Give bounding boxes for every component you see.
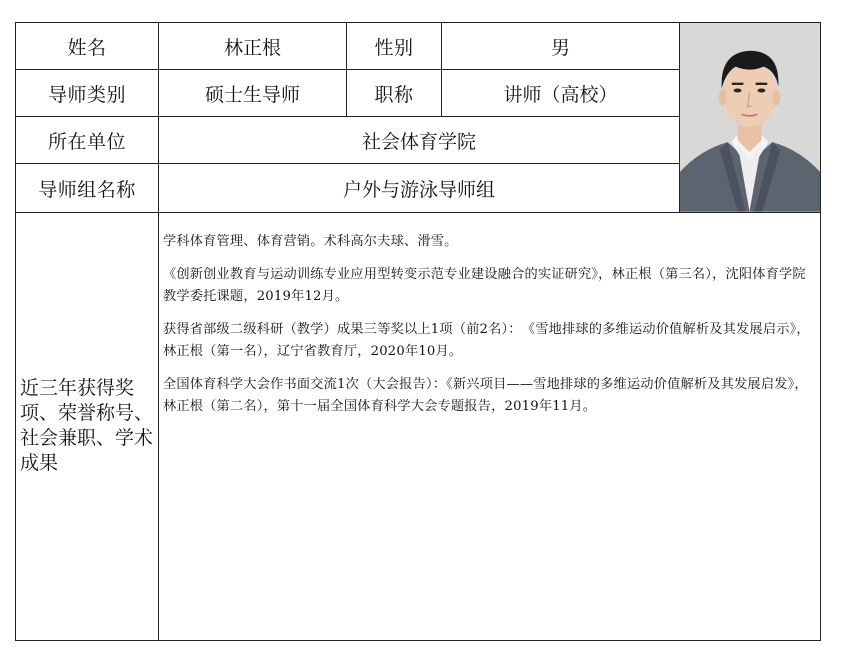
unit-label: 所在单位 <box>16 117 159 164</box>
portrait-photo <box>680 23 821 213</box>
gender-label: 性别 <box>347 23 442 70</box>
group-label: 导师组名称 <box>16 164 159 212</box>
achievements-content <box>159 212 821 640</box>
tutor-type-value: 硕士生导师 <box>159 70 347 117</box>
unit-value: 社会体育学院 <box>159 117 680 164</box>
achievements-label: 近三年获得奖项、荣誉称号、社会兼职、学术成果 <box>16 212 159 640</box>
row-name <box>16 23 821 70</box>
group-value: 户外与游泳导师组 <box>159 164 680 212</box>
title-label: 职称 <box>347 70 442 117</box>
achievement-paragraph: 获得省部级二级科研（教学）成果三等奖以上1项（前2名）： 《雪地排球的多维运动价值解析及其发展启示》，林正根（第一名），辽宁省教育厅，2020年10月。 <box>163 321 810 359</box>
name-label: 姓名 <box>16 23 159 70</box>
achievement-paragraph: 全国体育科学大会作书面交流1次（大会报告）：《新兴项目——雪地排球的多维运动价值解析及其发展启发》，林正根（第二名），第十一届全国体育科学大会专题报告，2019年11月。 <box>163 376 808 414</box>
tutor-type-label: 导师类别 <box>16 70 159 117</box>
gender-value: 男 <box>442 23 680 70</box>
title-value: 讲师（高校） <box>442 70 680 117</box>
achievement-paragraph: 《创新创业教育与运动训练专业应用型转变示范专业建设融合的实证研究》，林正根（第三名），沈阳体育学院教学委托课题，2019年12月。 <box>163 266 806 304</box>
portrait-image <box>680 23 820 212</box>
tutor-profile-sheet <box>15 22 820 641</box>
achievement-paragraph: 学科体育管理、体育营销。术科高尔夫球、滑雪。 <box>163 233 458 249</box>
row-achievements <box>16 212 821 640</box>
name-value: 林正根 <box>159 23 347 70</box>
profile-table <box>15 22 821 641</box>
